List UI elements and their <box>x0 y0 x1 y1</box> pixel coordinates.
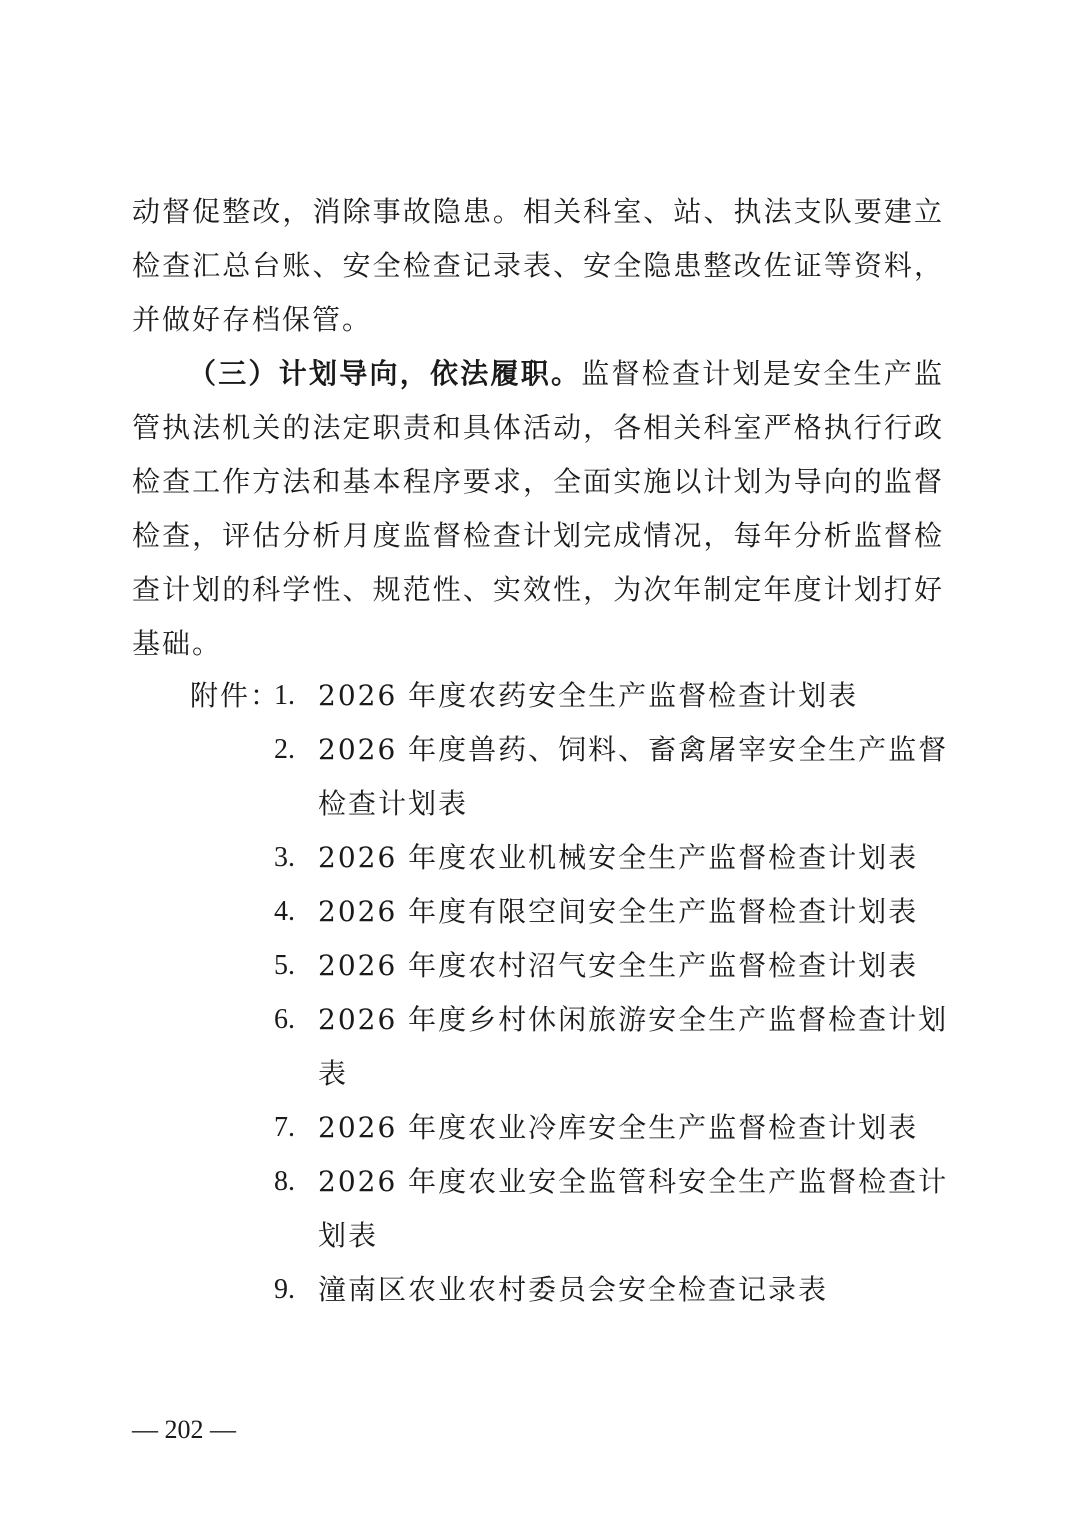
attachment-item-9 <box>274 1263 950 1317</box>
attachment-title: 2026 年度兽药、饲料、畜禽屠宰安全生产监督检查计划表 <box>318 733 949 820</box>
attachment-item-6 <box>274 993 950 1101</box>
attachment-number: 1. <box>274 680 295 711</box>
paragraph-continuation: 动督促整改，消除事故隐患。相关科室、站、执法支队要建立检查汇总台账、安全检查记录表、安全隐患整改佐证等资料，并做好存档保管。 <box>132 195 944 336</box>
attachment-item-3 <box>274 831 950 885</box>
attachment-title: 2026 年度农药安全生产监督检查计划表 <box>318 679 859 712</box>
attachment-title: 潼南区农业农村委员会安全检查记录表 <box>318 1273 829 1306</box>
attachment-title: 2026 年度农业安全监管科安全生产监督检查计划表 <box>318 1165 949 1252</box>
attachment-number: 9. <box>274 1274 295 1305</box>
attachment-item-4 <box>274 885 950 939</box>
attachment-item-5 <box>274 939 950 993</box>
attachment-item-2 <box>274 723 950 831</box>
section-heading: （三）计划导向，依法履职。 <box>188 357 582 390</box>
attachment-number: 7. <box>274 1112 295 1143</box>
attachment-number: 8. <box>274 1166 295 1197</box>
attachments-list <box>274 669 950 1317</box>
attachment-title: 2026 年度农业冷库安全生产监督检查计划表 <box>318 1111 919 1144</box>
attachment-number: 5. <box>274 950 295 981</box>
attachment-title: 2026 年度乡村休闲旅游安全生产监督检查计划表 <box>318 1003 949 1090</box>
attachment-number: 3. <box>274 842 295 873</box>
attachment-number: 6. <box>274 1004 295 1035</box>
page-number: — 202 — <box>132 1415 236 1444</box>
paragraph-section-three <box>132 347 944 671</box>
attachment-number: 2. <box>274 734 295 765</box>
attachment-item-1 <box>274 669 950 723</box>
attachment-item-8 <box>274 1155 950 1263</box>
attachment-title: 2026 年度有限空间安全生产监督检查计划表 <box>318 895 919 928</box>
section-body: 监督检查计划是安全生产监管执法机关的法定职责和具体活动，各相关科室严格执行行政检查工作方法和基本程序要求，全面实施以计划为导向的监督检查，评估分析月度监督检查计划完成情况，每年分析监督检查计划的科学性、规范性、实效性，为次年制定年度计划打好基础。 <box>132 357 944 660</box>
attachment-item-7 <box>274 1101 950 1155</box>
attachment-title: 2026 年度农业机械安全生产监督检查计划表 <box>318 841 919 874</box>
attachment-title: 2026 年度农村沼气安全生产监督检查计划表 <box>318 949 919 982</box>
attachment-number: 4. <box>274 896 295 927</box>
attachments-label: 附件： <box>190 679 281 712</box>
